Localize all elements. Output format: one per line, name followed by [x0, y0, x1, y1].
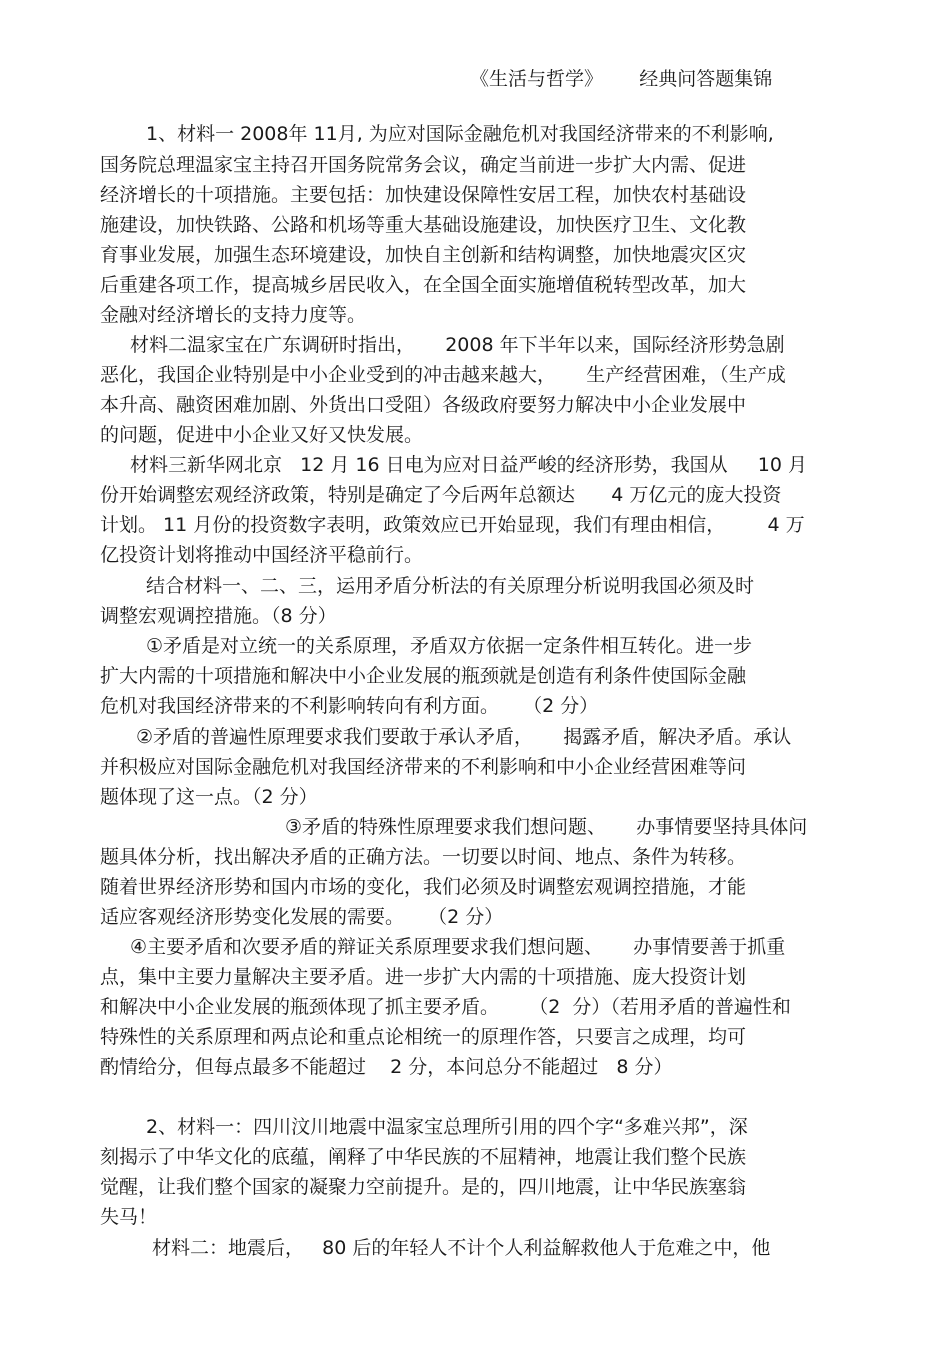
answer-line: 和解决中小企业发展的瓶颈体现了抓主要矛盾。 （2 分）（若用矛盾的普遍性和: [100, 996, 791, 1018]
text-line: 经济增长的十项措施。主要包括：加快建设保障性安居工程，加快农村基础设: [100, 184, 747, 206]
text-line: 施建设，加快铁路、公路和机场等重大基础设施建设，加快医疗卫生、文化教: [100, 214, 747, 236]
text-line: 计划。 11 月份的投资数字表明，政策效应已开始显现，我们有理由相信， 4 万: [100, 514, 805, 536]
answer-line: 酌情给分，但每点最多不能超过 2 分，本问总分不能超过 8 分）: [100, 1056, 673, 1078]
text-line: 亿投资计划将推动中国经济平稳前行。: [100, 544, 424, 566]
text-line: 份开始调整宏观经济政策，特别是确定了今后两年总额达 4 万亿元的庞大投资: [100, 484, 782, 506]
answer-line: 题体现了这一点。（2 分）: [100, 786, 318, 808]
answer-line: 特殊性的关系原理和两点论和重点论相统一的原理作答，只要言之成理，均可: [100, 1026, 747, 1048]
answer-line: 并积极应对国际金融危机对我国经济带来的不利影响和中小企业经营困难等问: [100, 756, 747, 778]
text-line: 恶化，我国企业特别是中小企业受到的冲击越来越大， 生产经营困难，（生产成: [100, 364, 786, 386]
answer-line: 适应客观经济形势变化发展的需要。 （2 分）: [100, 906, 504, 928]
text-line: 觉醒，让我们整个国家的凝聚力空前提升。是的，四川地震，让中华民族塞翁: [100, 1176, 747, 1198]
question-prompt: 调整宏观调控措施。（8 分）: [100, 605, 337, 627]
page-header: [470, 64, 772, 91]
text-line: 失马！: [100, 1206, 158, 1228]
answer-line: 点，集中主要力量解决主要矛盾。进一步扩大内需的十项措施、庞大投资计划: [100, 966, 747, 988]
text-line: 金融对经济增长的支持力度等。: [100, 304, 367, 326]
book-title: 《生活与哲学》: [470, 68, 604, 90]
text-line: 后重建各项工作，提高城乡居民收入，在全国全面实施增值税转型改革，加大: [100, 274, 747, 296]
answer-line: ①矛盾是对立统一的关系原理，矛盾双方依据一定条件相互转化。进一步: [146, 635, 753, 657]
text-line: 2、材料一：四川汶川地震中温家宝总理所引用的四个字“多难兴邦”，深: [146, 1116, 748, 1138]
answer-line: 危机对我国经济带来的不利影响转向有利方面。 （2 分）: [100, 695, 599, 717]
text-line: 材料二：地震后， 80 后的年轻人不计个人利益解救他人于危难之中，他: [152, 1237, 771, 1259]
question-prompt: 结合材料一、二、三，运用矛盾分析法的有关原理分析说明我国必须及时: [146, 575, 755, 597]
text-line: 刻揭示了中华文化的底蕴，阐释了中华民族的不屈精神，地震让我们整个民族: [100, 1146, 747, 1168]
text-line: 本升高、融资困难加剧、外货出口受阻）各级政府要努力解决中小企业发展中: [100, 394, 747, 416]
answer-line: ④主要矛盾和次要矛盾的辩证关系原理要求我们想问题、 办事情要善于抓重: [130, 936, 786, 958]
answer-line: ③矛盾的特殊性原理要求我们想问题、 办事情要坚持具体问: [285, 816, 808, 838]
text-line: 材料二温家宝在广东调研时指出， 2008 年下半年以来，国际经济形势急剧: [130, 334, 785, 356]
answer-line: 扩大内需的十项措施和解决中小企业发展的瓶颈就是创造有利条件使国际金融: [100, 665, 747, 687]
collection-title: 经典问答题集锦: [639, 68, 773, 90]
answer-line: ②矛盾的普遍性原理要求我们要敢于承认矛盾， 揭露矛盾，解决矛盾。承认: [136, 726, 792, 748]
text-line: 国务院总理温家宝主持召开国务院常务会议，确定当前进一步扩大内需、促进: [100, 154, 747, 176]
text-line: 育事业发展，加强生态环境建设，加快自主创新和结构调整，加快地震灾区灾: [100, 244, 747, 266]
text-line: 材料三新华网北京 12 月 16 日电为应对日益严峻的经济形势，我国从 10 月: [130, 454, 808, 476]
text-line: 的问题，促进中小企业又好又快发展。: [100, 424, 424, 446]
answer-line: 随着世界经济形势和国内市场的变化，我们必须及时调整宏观调控措施，才能: [100, 876, 747, 898]
answer-line: 题具体分析，找出解决矛盾的正确方法。一切要以时间、地点、条件为转移。: [100, 846, 747, 868]
text-line: 1、材料一 2008年 11月, 为应对国际金融危机对我国经济带来的不利影响,: [146, 123, 774, 145]
